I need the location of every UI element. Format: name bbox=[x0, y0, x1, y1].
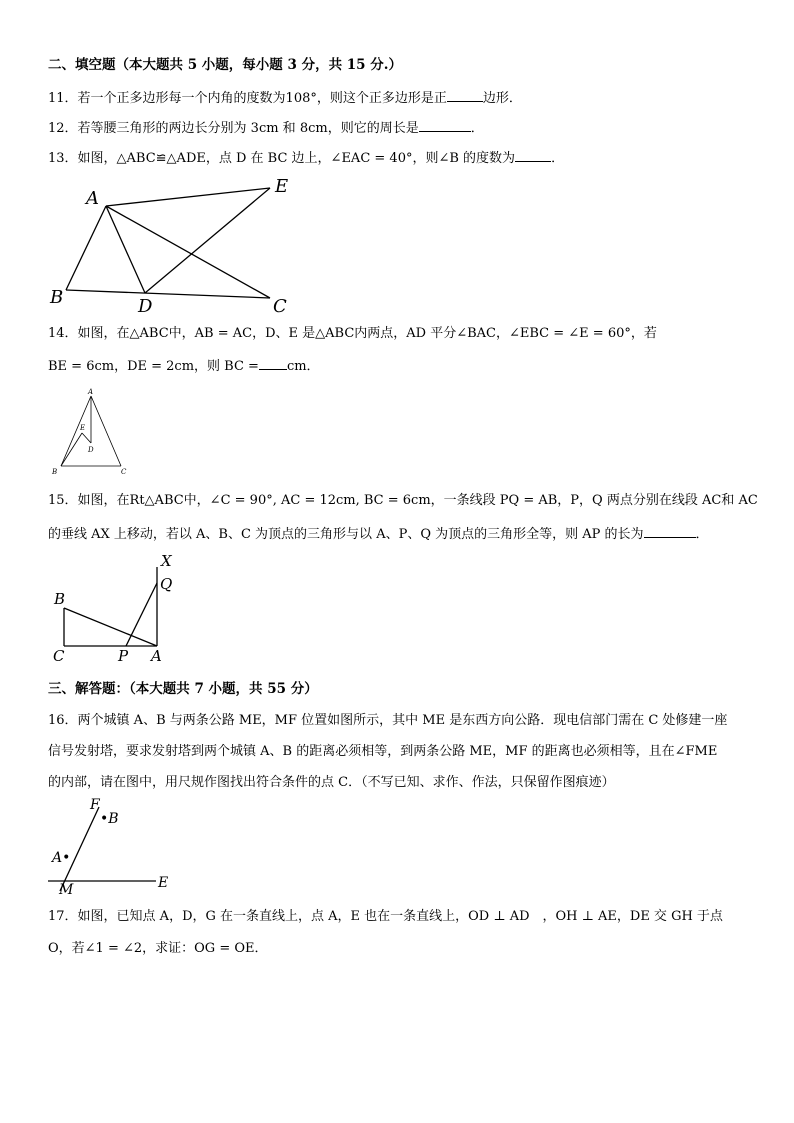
road-MF bbox=[60, 807, 99, 891]
question-15-text: 的垂线 AX 上移动，若以 A、B、C 为顶点的三角形与以 A、P、Q 为顶点的三角形全等，则 AP 的长为 bbox=[48, 527, 644, 542]
question-17-line-2: O，若∠1 = ∠2，求证：OG = OE． bbox=[48, 941, 268, 956]
question-14-text: BE = 6cm，DE = 2cm，则 BC = bbox=[48, 359, 259, 374]
answer-blank-15[interactable] bbox=[644, 524, 696, 538]
question-12 bbox=[48, 118, 484, 138]
question-15-tail: ． bbox=[695, 527, 709, 542]
question-14-line-2 bbox=[48, 356, 320, 376]
figure-16 bbox=[45, 796, 185, 896]
segment-AB bbox=[64, 608, 157, 646]
question-14-line-1: 14．如图，在△ABC中，AB = AC，D、E 是△ABC内两点，AD 平分∠BAC，∠EBC = ∠E = 60°，若 bbox=[48, 326, 657, 341]
label-B: B bbox=[52, 468, 58, 476]
figure-15 bbox=[45, 548, 185, 668]
label-C: C bbox=[53, 647, 65, 665]
section-3-heading: 三、解答题：（本大题共 7 小题，共 55 分） bbox=[48, 681, 318, 697]
answer-blank-13[interactable] bbox=[515, 148, 551, 162]
label-P: P bbox=[118, 647, 129, 665]
question-16-line-2: 信号发射塔，要求发射塔到两个城镇 A、B 的距离必须相等，到两条公路 ME，MF 的距离也必须相等，且在∠FME bbox=[48, 744, 718, 759]
segment-BE bbox=[61, 433, 82, 466]
town-B: •B bbox=[100, 811, 119, 827]
question-14-tail: cm． bbox=[286, 359, 320, 374]
town-A: A• bbox=[52, 850, 71, 866]
segment-ED bbox=[82, 433, 91, 443]
segment-DE bbox=[145, 188, 270, 293]
question-13 bbox=[48, 148, 564, 168]
figure-14 bbox=[48, 386, 138, 476]
question-13-text: 13．如图，△ABC≌△ADE，点 D 在 BC 边上，∠EAC = 40°，则∠B 的度数为 bbox=[48, 151, 516, 166]
label-A: A bbox=[86, 188, 99, 209]
label-D: D bbox=[138, 296, 153, 317]
question-11-tail: 边形． bbox=[482, 91, 522, 106]
segment-AB bbox=[66, 206, 106, 290]
question-15-line-2 bbox=[48, 524, 709, 544]
question-11-text: 11．若一个正多边形每一个内角的度数为108°，则这个正多边形是正 bbox=[48, 91, 447, 106]
question-17-line-1: 17．如图，已知点 A，D，G 在一条直线上，点 A，E 也在一条直线上，OD ⊥ AD ，OH ⊥ AE，DE 交 GH 于点 bbox=[48, 909, 723, 924]
segment-AC bbox=[106, 206, 270, 298]
figure-13 bbox=[40, 172, 300, 317]
segment-AB bbox=[61, 396, 91, 466]
label-E: E bbox=[80, 424, 86, 432]
label-X: X bbox=[161, 552, 172, 570]
label-A: A bbox=[88, 388, 94, 396]
answer-blank-12[interactable] bbox=[419, 118, 471, 132]
question-15-line-1: 15．如图，在Rt△ABC中，∠C = 90°, AC = 12cm, BC = 6cm，一条线段 PQ = AB，P，Q 两点分别在线段 AC和 AC bbox=[48, 493, 758, 508]
segment-AC bbox=[91, 396, 121, 466]
segment-AD bbox=[106, 206, 145, 293]
label-B: B bbox=[50, 287, 64, 308]
label-F: F bbox=[90, 797, 100, 813]
question-11 bbox=[48, 88, 522, 108]
label-Q: Q bbox=[160, 575, 173, 593]
answer-blank-14[interactable] bbox=[259, 356, 287, 370]
label-E: E bbox=[275, 176, 289, 197]
section-2-heading: 二、填空题（本大题共 5 小题，每小题 3 分，共 15 分.） bbox=[48, 57, 402, 73]
question-13-tail: ． bbox=[551, 151, 565, 166]
question-16-line-3: 的内部，请在图中，用尺规作图找出符合条件的点 C．（不写已知、求作、作法，只保留作图痕迹） bbox=[48, 775, 615, 790]
label-B: B bbox=[54, 590, 66, 608]
label-C: C bbox=[121, 468, 127, 476]
label-C: C bbox=[273, 296, 287, 317]
question-12-tail: ． bbox=[470, 121, 484, 136]
label-M: M bbox=[59, 882, 74, 898]
label-A: A bbox=[151, 647, 162, 665]
question-16-line-1: 16．两个城镇 A、B 与两条公路 ME，MF 位置如图所示，其中 ME 是东西方向公路．现电信部门需在 C 处修建一座 bbox=[48, 713, 728, 728]
answer-blank-11[interactable] bbox=[447, 88, 483, 102]
label-D: D bbox=[88, 446, 94, 454]
segment-PQ bbox=[126, 583, 157, 646]
segment-BC bbox=[66, 290, 270, 298]
label-E: E bbox=[158, 875, 169, 891]
question-12-text: 12．若等腰三角形的两边长分别为 3cm 和 8cm，则它的周长是 bbox=[48, 121, 419, 136]
segment-AE bbox=[106, 188, 270, 206]
